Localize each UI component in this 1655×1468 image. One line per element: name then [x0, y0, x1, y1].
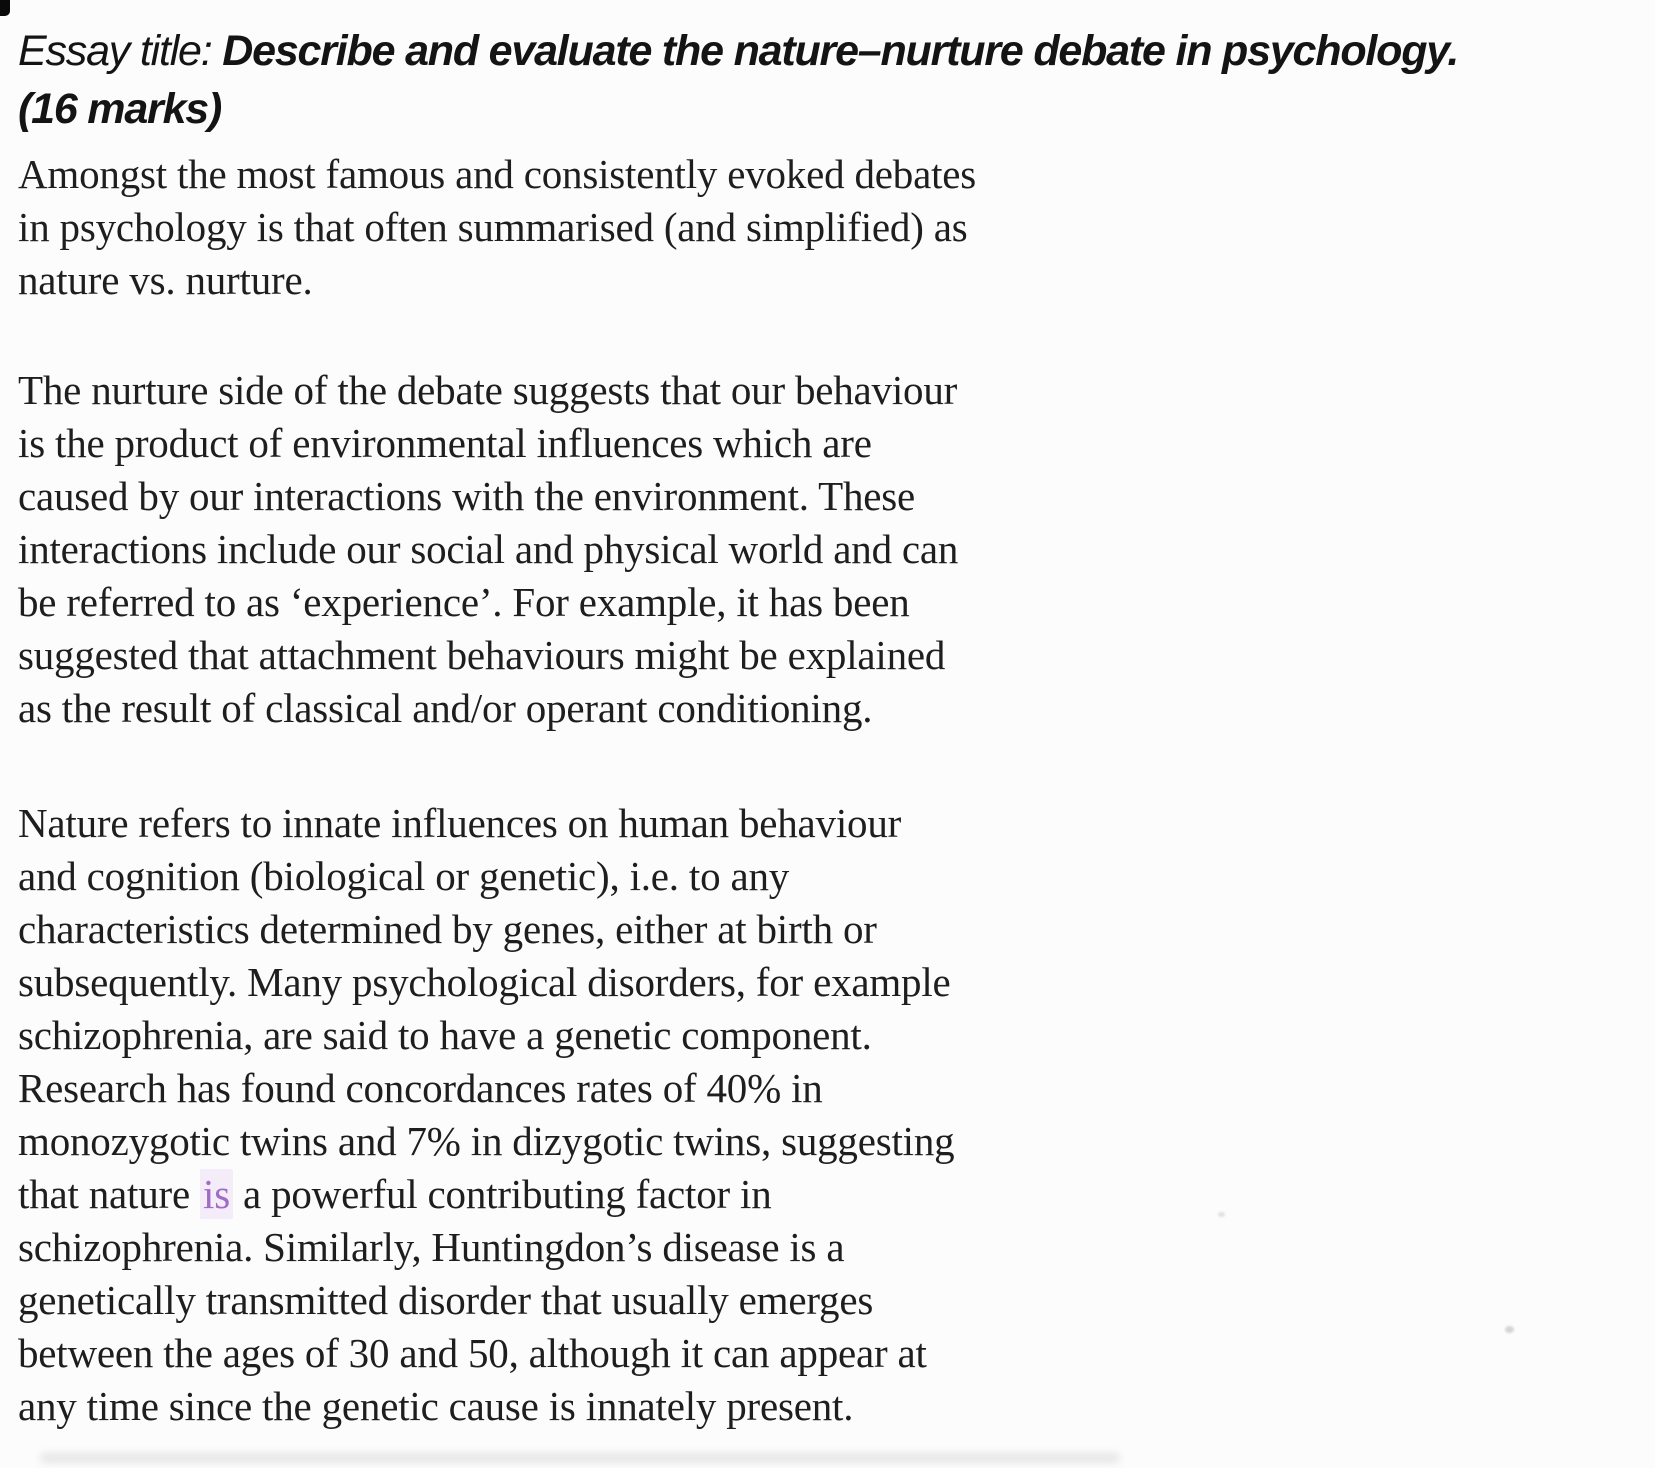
highlighted-word: is	[200, 1169, 233, 1219]
text-line: schizophrenia, are said to have a genetic component.	[18, 1012, 872, 1058]
text-line: monozygotic twins and 7% in dizygotic twins, suggesting	[18, 1118, 955, 1164]
paragraph-intro	[18, 148, 1618, 307]
essay-title-prefix: Essay title:	[18, 27, 223, 75]
text-line: Nature refers to innate influences on human behaviour	[18, 800, 902, 846]
scan-speck	[1505, 1326, 1514, 1333]
paragraph-nurture	[18, 364, 1618, 735]
text-line: schizophrenia. Similarly, Huntingdon’s disease is a	[18, 1224, 845, 1270]
text-line: and cognition (biological or genetic), i.e. to any	[18, 853, 790, 899]
essay-title-marks: (16 marks)	[18, 85, 222, 133]
essay-document	[18, 22, 1618, 1433]
essay-title-question: Describe and evaluate the nature–nurture debate in psychology.	[222, 27, 1459, 75]
text-line: caused by our interactions with the environment. These	[18, 473, 916, 519]
text-line: characteristics determined by genes, either at birth or	[18, 906, 877, 952]
paragraph-nature	[18, 797, 1618, 1433]
text-line: genetically transmitted disorder that usually emerges	[18, 1277, 874, 1323]
text-line: be referred to as ‘experience’. For example, it has been	[18, 579, 910, 625]
text-line: Research has found concordances rates of 40% in	[18, 1065, 823, 1111]
scan-speck	[1218, 1212, 1225, 1217]
text-line: Amongst the most famous and consistently evoked debates	[18, 151, 977, 197]
text-line: is the product of environmental influences which are	[18, 420, 872, 466]
essay-title	[18, 22, 1618, 80]
text-line: as the result of classical and/or operant conditioning.	[18, 685, 873, 731]
scan-corner-artifact	[0, 0, 10, 16]
text-line: suggested that attachment behaviours might be explained	[18, 632, 946, 678]
text-line: in psychology is that often summarised (and simplified) as	[18, 204, 968, 250]
text-line: between the ages of 30 and 50, although it can appear at	[18, 1330, 927, 1376]
cutoff-text-artifact	[40, 1453, 1120, 1463]
text-line: nature vs. nurture.	[18, 257, 313, 303]
text-line: any time since the genetic cause is innately present.	[18, 1383, 854, 1429]
text-line-with-highlight	[18, 1168, 1618, 1221]
text-line: The nurture side of the debate suggests that our behaviour	[18, 367, 958, 413]
text-segment: a powerful contributing factor in	[232, 1171, 772, 1217]
text-line: interactions include our social and physical world and can	[18, 526, 959, 572]
text-segment: that nature	[18, 1171, 201, 1217]
text-line: subsequently. Many psychological disorders, for example	[18, 959, 951, 1005]
